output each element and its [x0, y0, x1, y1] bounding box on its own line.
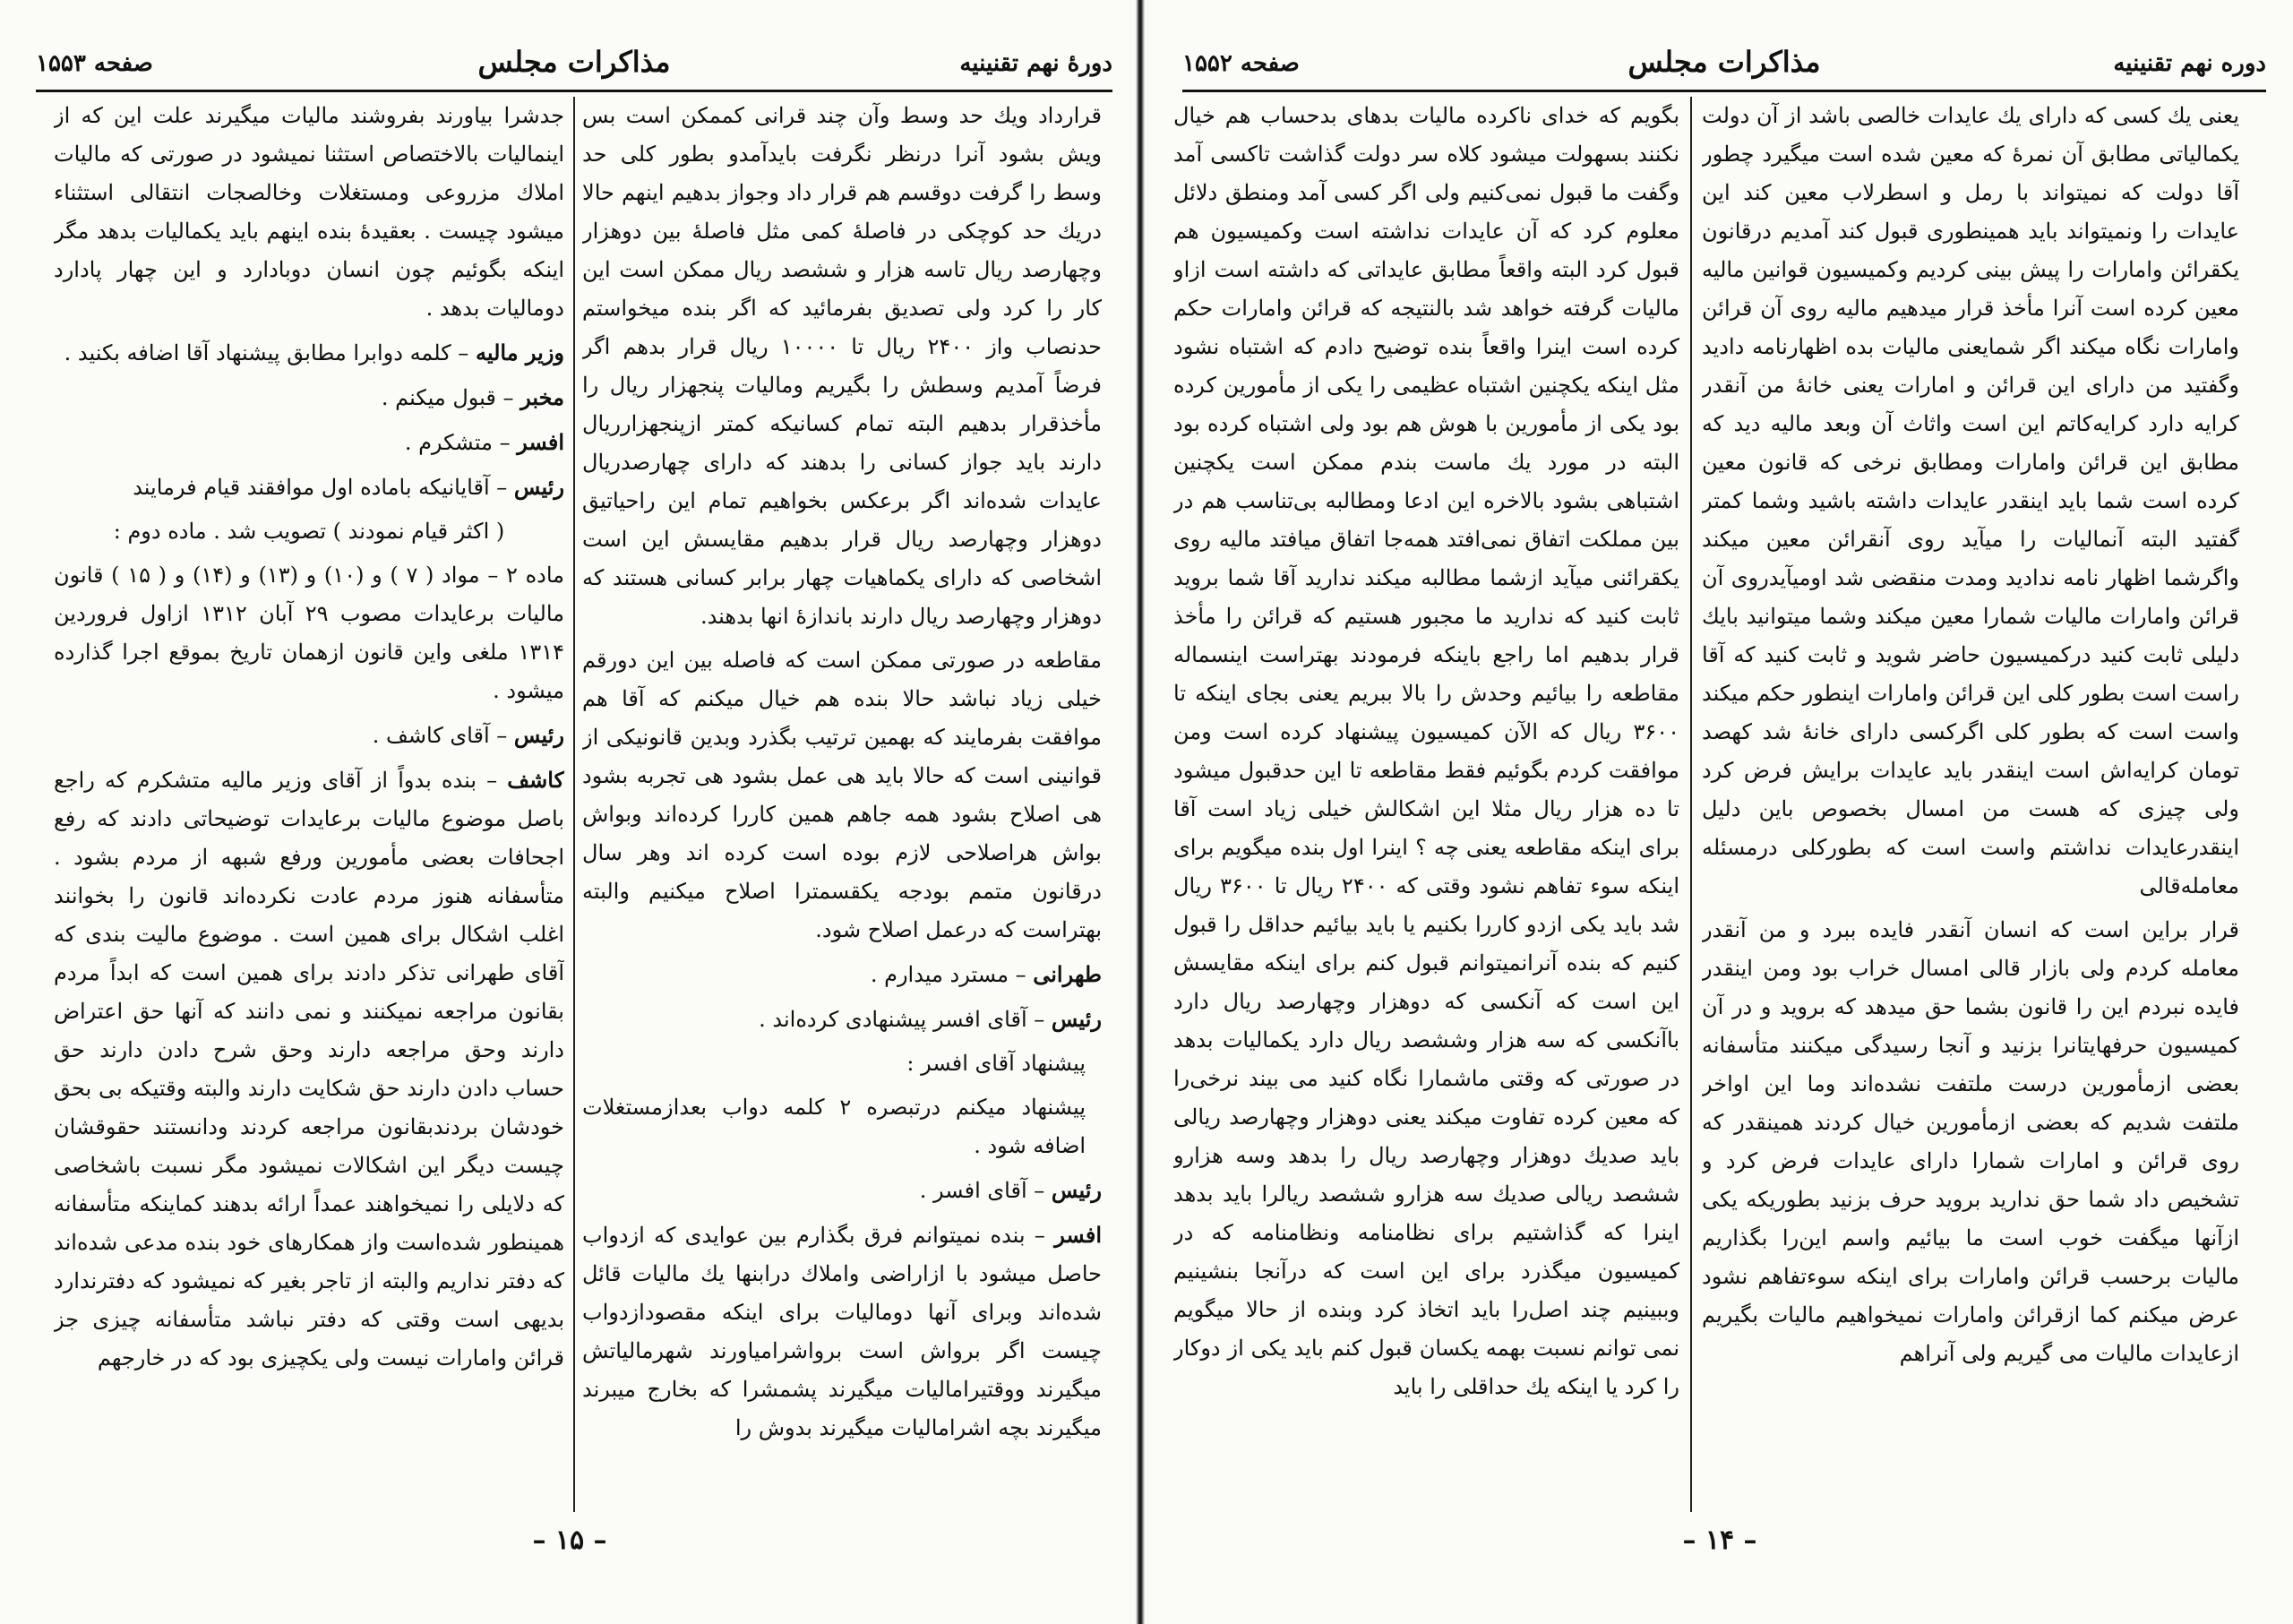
page-number-label: صفحه ۱۵۵۳	[36, 50, 153, 77]
left-page-right-column	[582, 97, 1102, 1512]
page-footer-number: – ۱۵ –	[532, 1525, 607, 1556]
speech-text: – آقای کاشف .	[372, 723, 508, 748]
speech	[582, 1171, 1102, 1210]
speech-text: – بنده نمیتوانم فرق بگذارم بین عوایدی که ازدواب حاصل میشود با ازاراضی واملاك درابنها یك مالیات قائل شده‌اند وبرای آنها دومالیات برای اینکه مقصودازدواب چیست اگر برواش است برواشرامیاورند شهرمالیاتش میگیرند ووقتیراماليات میگیرند پشمشرا که بخارج میبرند میگیرند بچه اشرامالیات میگیرند بدوش را	[582, 1223, 1102, 1440]
paragraph: جدشرا بیاورند بفروشند مالیات میگیرند علت این که از اینمالیات بالاختصاص استثنا نمیشود در صورتی که مالیات املاك مزروعی ومستغلات وخالصجات انتقالی استثناء میشود چیست . بعقیدهٔ بنده اینهم باید یکمالیات بدهد مگر اینکه بگوئیم چون انسان دوبادارد و این چهار پادارد دومالیات بدهد .	[54, 103, 564, 321]
speech-text: – آقای افسر پیشنهادی کرده‌اند .	[759, 1007, 1045, 1032]
paragraph: یعنی یك کسی که دارای یك عایدات خالصی باشد از آن دولت یکمالیاتی مطابق آن نمرهٔ که معین شده است میگیرد چطور آقا دولت که نمیتواند با رمل و اسطرلاب معین کند این عایدات را ونمیتواند باید همینطوری قبول کند آمدیم درقانون یکقرائن وامارات را پیش بینی کردیم وکمیسیون قوانین مالیه معین کرده است آنرا مأخذ قرار میدهیم مالیه روی آن قرائن وامارات نگاه میکند اگر شمایعنی مالیات بده اظهارنامه دادید وگفتید من دارای این قرائن و امارات یعنی خانهٔ من آنقدر کرایه دارد کرایه‌کاتم این است واثاث آن وبعد مالیه دید که مطابق این قرائن وامارات ومطابق نرخی که قانون معین کرده است شما باید اینقدر عایدات داشته باشید وشما کمتر گفتید البته آنمالیات را میآید روی آنقرائن معین میکند واگرشما اظهار نامه ندادید ومدت منقضی شد اومیآیدروی آن قرائن وامارات مالیات شمارا معین میکند وشما میتوانید بایك دلیلی ثابت کنید درکمیسیون حاضر شوید و ثابت کنید که آقا راست است بطور کلی این قرائن وامارات اینطور حکم میکند واست است که بطور کلی اگرکسی دارای خانهٔ شد کهصد تومان کرایه‌اش است اینقدر باید عایدات برایش فرض کرد ولی چیزی که هست من امسال بخصوص باین دلیل اینقدرعایدات نداشتم واست است که بطورکلی درمسئله معامله‌قالی	[1702, 103, 2239, 898]
page-footer-number: – ۱۴ –	[1682, 1525, 1757, 1556]
vote-result: ( اکثر قیام نمودند ) تصویب شد . ماده دوم :	[113, 519, 505, 544]
journal-title: مذاکرات مجلس	[1627, 45, 1821, 79]
speaker-name: رئیس	[1051, 1177, 1102, 1203]
left-page-header	[36, 45, 1112, 88]
session-label: دوره نهم تقنینیه	[2113, 50, 2266, 77]
paragraph: قرارداد ویك حد وسط وآن چند قرانی کممکن است بس ویش بشود آنرا درنظر نگرفت بایدآمدو بطور کلی حد وسط را گرفت دوقسم هم قرار داد وجواز بدهیم اینهم حالا دریك حد کوچکی در فاصلهٔ کمی مثل فاصلهٔ بین دوهزار وچهارصد ریال تاسه هزار و ششصد ریال ممکن است این کار را کرد ولی تصدیق بفرمائید که اگر بنده میخواستم حدنصاب واز ۲۴۰۰ ریال تا ۱۰۰۰۰ ریال قرار بدهم اگر فرضاً آمدیم وسطش را بگیریم ومالیات پنجهزار ریال را مأخذقرار بدهیم البته تمام کسانیکه کمتر ازپنجهزارریال دارند باید جواز کسانی را بدهند که دارای چهارصدریال عایدات شده‌اند اگر برعکس بخواهیم تمام این راحیاتیق دوهزار وچهارصد ریال قرار بدهیم مقایسش این است اشخاصی که دارای یکماهیات چهار برابر کسانی هستند که دوهزار وچهارصد ریال دارند باندازهٔ انها بدهند.	[582, 103, 1102, 629]
speech	[54, 333, 564, 373]
right-page-header	[1182, 45, 2266, 88]
speech	[582, 1000, 1102, 1039]
proposal-heading: پیشنهاد آقای افسر :	[906, 1051, 1086, 1076]
paragraph: قرار براین است که انسان آنقدر فایده ببرد و من آنقدر معامله کردم ولی بازار قالی امسال خراب بود ومن اینقدر فایده نبردم این را قانون بشما حق میدهد که بروید و در آن کمیسیون حرفهایتانرا بزنید و آنجا رسیدگی میکنند متأسفانه بعضی ازمأمورین درست ملتفت نشده‌اند وما این اواخر ملتفت شدیم که بعضی ازمأمورین خیال کردند همینقدر که روی قرائن و امارات شمارا دارای عایدات فرض کرد و تشخیص داد شما حق ندارید بروید حرف بزنید بطوریکه یکی ازآنها میگفت خوب است ما بیائیم واسم این‌را بگذاریم مالیات برحسب قرائن وامارات برای اینکه سوءتفاهم نشود عرض میکنم کما ازقرائن وامارات نمیخواهیم مالیات بگیریم ازعایدات مالیات می گیریم ولی آنراهم	[1702, 917, 2239, 1366]
speaker-name: طهرانی	[1033, 961, 1102, 987]
article-text: ماده ۲ – مواد ( ۷ ) و (۱۰) و (۱۳) و (۱۴) و ( ۱۵ ) قانون مالیات برعایدات مصوب ۲۹ آبان ۱۳۱۲ ازاول فروردین ۱۳۱۴ ملغی واین قانون ازهمان تاریخ بموقع اجرا گذارده میشود .	[54, 563, 564, 703]
speech	[54, 423, 564, 462]
page-number-label: صفحه ۱۵۵۲	[1182, 50, 1300, 77]
speaker-name: مخبر	[520, 384, 564, 410]
speaker-name: رئیس	[513, 474, 564, 500]
speech	[582, 1216, 1102, 1448]
speaker-name: وزیر مالیه	[475, 339, 564, 365]
speech-text: – کلمه دوابرا مطابق پیشنهاد آقا اضافه بکنید .	[64, 340, 469, 365]
left-page-left-column	[54, 97, 564, 1512]
speech	[54, 378, 564, 417]
header-rule	[36, 90, 1112, 92]
speech-text: – متشکرم .	[404, 430, 511, 455]
paragraph: مقاطعه در صورتی ممکن است که فاصله بین این دورقم خیلی زیاد نباشد حالا بنده هم خیال میکنم که آقا هم موافقت بفرمایند که بهمین ترتیب بگذرد وبدین قانونیکی از قوانینی است که حالا باید هی عمل بشود هی تجربه بشود هی اصلاح بشود همه جاهم همین کاررا کرده‌اند وبواش بواش هراصلاحی لازم بوده است کرده اند وهر سال درقانون متمم بودجه یکقسمترا اصلاح میکنیم والبته بهتراست که درعمل اصلاح شود.	[582, 648, 1102, 942]
speech-text: – آقای افسر .	[919, 1178, 1045, 1203]
speech-text: – مسترد میدارم .	[870, 962, 1026, 987]
session-label: دورهٔ نهم تقنینیه	[959, 50, 1112, 77]
book-gutter	[1136, 0, 1145, 1624]
speaker-name: افسر	[517, 429, 564, 455]
speech	[582, 955, 1102, 994]
speech-text: – قبول میکنم .	[381, 385, 514, 410]
journal-title: مذاکرات مجلس	[477, 45, 671, 79]
right-page-left-column	[1173, 97, 1679, 1512]
speech-text: – بنده بدواً از آقای وزیر مالیه متشکرم که راجع باصل موضوع مالیات برعایدات توضیحاتی دادند که رفع اجحافات بعضی مأمورین ورفع شبهه از مردم بشود . متأسفانه هنوز مردم عادت نکرده‌اند قانون را بخوانند اغلب اشکال برای همین است . موضوع مالیت بندی که آقای طهرانی تذکر دادند برای همین است که ابداً مردم بقانون مراجعه نمیکنند و نمی دانند که آنها حق اعتراض دارند وحق مراجعه دارند وحق شرح دادن دارند حق حساب دادن دارند حق شکایت دارند والبته وقتیکه بی بحق خودشان بردندبقانون مراجعه کردند ودانستند حقوقشان چیست دیگر این اشکالات نمیشود مگر نسبت باشخاصی که دلایلی را نمیخواهند عمداً ارائه بدهند کماینکه متأسفانه همینطور شده‌است واز همکارهای خود بنده مدعی شده‌اند که دفتر نداریم والبته از تاجر بغیر که نمیشود که دفترندارد بدیهی است وقتی که دفتر نباشد متأسفانه چیزی جز قرائن وامارات نیست ولی یکچیزی بود که در خارجهم	[54, 768, 564, 1371]
right-page-right-column	[1702, 97, 2239, 1512]
speaker-name: رئیس	[513, 722, 564, 748]
right-page	[1146, 0, 2293, 1624]
speech	[54, 760, 564, 1378]
paragraph: بگویم که خدای ناکرده مالیات بدهای بدحساب هم خیال نکنند بسهولت میشود کلاه سر دولت گذاشت تاکسی آمد وگفت ما قبول نمی‌کنیم ولی اگر کسی آمد ومنطق دلائل معلوم کرد که آن عایدات نداشته است وکمیسیون هم قبول کرد البته واقعاً مطابق عایداتی که داشته است ازاو مالیات گرفته خواهد شد بالنتیجه که قرائن وامارات حکم کرده است اینرا واقعاً بنده توضیح دادم که اشتباه نشود مثل اینکه یکچنین اشتباه عظیمی را یکی از مأمورین کرده بود یکی از مأمورین با هوش هم بود ولی اشتباه کرده بود البته در مورد یك ماست بندم ممکن است یکچنین اشتباهی بشود بالاخره این ادعا ومطالبه بی‌تناسب هم در بین مملکت اتفاق نمی‌افتد همه‌جا اتفاق میافتد مالیه روی یکقرائنی میآید ازشما مطالبه میکند ندارید آقا شما بروید ثابت کنید که ندارید ما مجبور هستیم که قرائن را مأخذ قرار بدهیم اما راجع باینکه فرمودند بهتراست اینسماله مقاطعه را بیائیم وحدش را بالا ببریم یعنی بجای اینکه تا ۳۶۰۰ ریال که الآن کمیسیون پیشنهاد کرده است ومن موافقت کردم بگوئیم فقط مقاطعه تا این حدقبول میشود تا ده هزار ریال مثلا این اشکالش خیلی زیاد است آقا برای اینکه مقاطعه یعنی چه ؟ اینرا اول بنده میگویم برای اینکه سوء تفاهم نشود وقتی که ۲۴۰۰ ریال تا ۳۶۰۰ ریال شد باید یکی ازدو کاررا بکنیم یا باید بیائیم حداقل را قبول کنیم که بنده آنرانمیتوانم قبول کنم برای اینکه مقایسش این است که آنکسی که دوهزار وچهارصد ریال دارد باآنکسی که سه هزار وششصد ریال دارد یکمالیات بدهد در صورتی که وقتی ماشمارا نگاه کنید می بیند نرخی‌را که معین کرده تفاوت میکند یعنی دوهزار وچهارصد ریالی باید صدیك دوهزار وچهارصد ریال را بدهد وسه هزارو ششصد ریالی صدیك سه هزارو ششصد ریالرا باید بدهد اینرا که گذاشتیم برای نظامنامه ونظامنامه که در کمیسیون میگذرد برای این است که درآنجا بنشینیم وببینیم چند اصل‌را باید اتخاذ کرد وبنده از حالا میگویم نمی توانم نسبت بهمه یکسان قبول کنم باید یکی از دوکار را کرد یا اینکه یك حداقلی را باید	[1173, 103, 1679, 1399]
left-page	[0, 0, 1139, 1624]
header-rule	[1182, 90, 2266, 92]
speech-text: – آقایانیکه باماده اول موافقند قیام فرمایند	[133, 475, 508, 500]
speaker-name: کاشف	[507, 767, 564, 793]
speech	[54, 468, 564, 507]
proposal-text: پیشنهاد میکنم درتبصره ۲ کلمه دواب بعدازمستغلات اضافه شود .	[582, 1095, 1086, 1158]
speech	[54, 716, 564, 755]
column-divider	[1690, 97, 1692, 1512]
speaker-name: افسر	[1054, 1222, 1102, 1248]
speaker-name: رئیس	[1051, 1006, 1102, 1032]
column-divider	[573, 97, 575, 1512]
